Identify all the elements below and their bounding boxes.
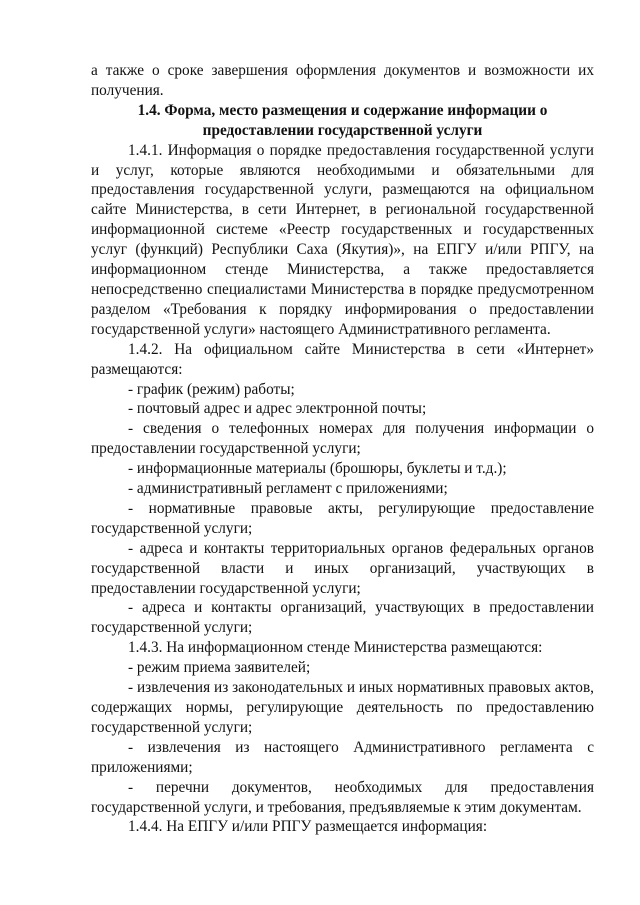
list-item: - сведения о телефонных номерах для получения информации о предоставлении государственной услуги; — [91, 420, 594, 458]
list-item: - административный регламент с приложениями; — [128, 480, 448, 498]
paragraph-1-4-3: 1.4.3. На информационном стенде Министерства размещаются: — [128, 639, 543, 657]
list-item: - график (режим) работы; — [128, 380, 295, 398]
intro-paragraph: а также о сроке завершения оформления документов и возможности их получения. — [91, 62, 594, 99]
list-item: - адреса и контакты территориальных органов федеральных органов государственной власти и иных организаций, участвующих в предоставлении государственной услуги; — [91, 539, 594, 597]
list-item: - извлечения из законодательных и иных нормативных правовых актов, содержащих нормы, регулирующие деятельность по предоставлению государственной услуги; — [91, 679, 594, 736]
list-item: - информационные материалы (брошюры, буклеты и т.д.); — [128, 460, 507, 478]
list-item: - почтовый адрес и адрес электронной почты; — [128, 400, 427, 418]
list-item: - адреса и контакты организаций, участвующих в предоставлении государственной услуги; — [91, 599, 594, 637]
section-heading-line-2: предоставлении государственной услуги — [202, 121, 483, 139]
paragraph-1-4-2: 1.4.2. На официальном сайте Министерства в сети «Интернет» размещаются: — [91, 340, 594, 378]
section-heading — [91, 101, 594, 141]
document-body — [91, 61, 594, 837]
paragraph-1-4-1: 1.4.1. Информация о порядке предоставления государственной услуги и услуг, которые являются необходимыми и обязательными для предоставления государственной услуги, размещаются на официальном сайте Министерства, в сети Интернет, в региональной государственной информационной системе «Реестр государственных и государственных услуг (функций) Республики Саха (Якутия)», на ЕПГУ и/или РПГУ, на информационном стенде Министерства, а также предоставляется непосредственно специалистами Министерства в порядке предусмотренном разделом «Требования к порядку информирования о предоставлении государственной услуги» настоящего Административного регламента. — [91, 141, 594, 338]
list-item: - перечни документов, необходимых для предоставления государственной услуги, и требования, предъявляемые к этим документам. — [91, 778, 594, 816]
paragraph-1-4-4: 1.4.4. На ЕПГУ и/или РПГУ размещается информация: — [128, 818, 488, 836]
list-item: - режим приема заявителей; — [128, 659, 311, 677]
list-item: - извлечения из настоящего Административного регламента с приложениями; — [91, 738, 594, 776]
list-item: - нормативные правовые акты, регулирующие предоставление государственной услуги; — [91, 499, 594, 537]
section-heading-line-1: 1.4. Форма, место размещения и содержание информации о — [137, 101, 548, 119]
